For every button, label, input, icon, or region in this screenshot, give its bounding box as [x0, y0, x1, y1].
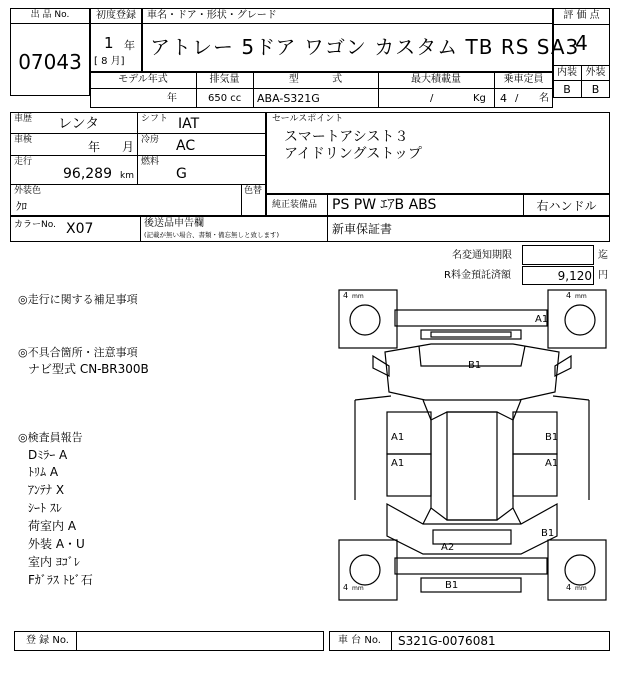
color-no-value: X07	[66, 221, 94, 237]
history-label: 車歴	[14, 114, 33, 124]
inspector-line-2: ﾄﾘﾑ A	[28, 465, 59, 479]
exterior-label: 外装	[585, 67, 606, 78]
name-change-box	[522, 245, 594, 265]
model-year-suffix: 年	[167, 93, 177, 104]
name-change-label: 名変通知期限	[452, 250, 512, 261]
interior-label: 内装	[557, 67, 577, 78]
mark-rear-bumper: B1	[445, 580, 459, 591]
mark-rear-panel: A2	[441, 542, 455, 553]
car-name: アトレー 5ドア ワゴン カスタム TB RS SA3	[150, 35, 580, 59]
recycle-unit: 円	[598, 270, 608, 281]
max-load-unit: Kg	[473, 93, 486, 104]
defects-line-1: ナビ型式 CN-BR300B	[28, 362, 149, 376]
car-name-label: 車名・ドア・形状・グレード	[147, 10, 277, 21]
tire-label-fr: 4	[566, 291, 572, 300]
ac-value: AC	[176, 138, 196, 154]
capacity-label: 乗車定員	[503, 74, 544, 85]
tire-unit-rl: mm	[352, 585, 364, 592]
inspector-line-1: Dﾐﾗｰ A	[28, 448, 68, 462]
mileage-value: 96,289	[63, 166, 112, 182]
max-load-label: 最大積載量	[411, 74, 461, 85]
mileage-unit: km	[120, 171, 134, 181]
defects-header: ◎不具合箇所・注意事項	[18, 346, 138, 359]
score: 4	[575, 31, 588, 55]
mark-rear-quarter: B1	[541, 528, 555, 539]
tire-unit-fr: mm	[575, 293, 587, 300]
type-label: 型 式	[288, 74, 343, 85]
inspector-line-6: 外装 A・U	[28, 537, 85, 551]
sales-points-label: セールスポイント	[272, 114, 344, 124]
shift-value: IAT	[178, 116, 200, 132]
mark-right-rear-door: A1	[545, 458, 559, 469]
mark-left-rear-door: A1	[391, 458, 405, 469]
equipment-label: 純正装備品	[272, 200, 318, 210]
details-box	[10, 112, 266, 216]
first-reg-year-suffix: 年	[124, 39, 135, 52]
fuel-label: 燃料	[141, 157, 160, 167]
sales-point-line-1: スマートアシスト３	[284, 129, 409, 145]
displacement-label: 排気量	[209, 74, 240, 85]
reg-no-label: 登 録 No.	[26, 635, 69, 646]
mark-hood: B1	[468, 360, 482, 371]
mark-left-front-door: A1	[391, 432, 405, 443]
displacement: 650 cc	[208, 93, 242, 104]
sales-point-line-2: アイドリングストップ	[284, 146, 422, 162]
inspector-line-4: ｼｰﾄ ｽﾚ	[28, 501, 62, 515]
inspector-line-5: 荷室内 A	[28, 519, 77, 533]
after-report-label: 後送品申告欄	[144, 218, 204, 229]
equipment-value: PS PW ｴｱB ABS	[332, 197, 437, 213]
capacity-value: 4	[500, 92, 507, 105]
lot-no: 07043	[18, 50, 82, 74]
color-change-label: 色替	[244, 186, 263, 196]
name-change-suffix: 迄	[598, 250, 608, 261]
mark-roof-front: A1	[535, 314, 549, 325]
first-reg-year: 1	[104, 34, 114, 52]
color-label: 外装色	[14, 186, 42, 196]
tire-unit-rr: mm	[575, 585, 587, 592]
capacity-slash: /	[515, 93, 519, 104]
first-reg-label: 初度登録	[96, 10, 136, 21]
tire-unit-fl: mm	[352, 293, 364, 300]
model-year-label: モデル年式	[118, 74, 168, 85]
capacity-unit: 名	[539, 93, 549, 104]
inspection-month: 月	[122, 140, 135, 154]
lot-no-label: 出 品 No.	[30, 10, 70, 20]
color-value: ｸﾛ	[16, 200, 27, 213]
chassis-label: 車 台 No.	[338, 635, 381, 646]
inspector-header: ◎検査員報告	[18, 431, 83, 444]
recycle-value: 9,120	[557, 269, 592, 283]
driving-header: ◎走行に関する補足事項	[18, 293, 138, 306]
chassis-value: S321G-0076081	[398, 634, 496, 648]
first-reg-month: [ 8 月]	[94, 56, 125, 67]
tire-label-fl: 4	[343, 291, 349, 300]
mark-right-front-door: B1	[545, 432, 559, 443]
after-report-note: (記載が無い場合、書類・備忘無しと致します)	[144, 231, 280, 239]
score-label: 評 価 点	[563, 10, 600, 21]
type-value: ABA-S321G	[257, 92, 320, 105]
warranty-value: 新車保証書	[332, 222, 393, 236]
handle-value: 右ハンドル	[536, 199, 597, 213]
recycle-label: R料金預託済額	[444, 270, 511, 281]
shift-label: シフト	[141, 114, 169, 124]
color-no-label: カラーNo.	[14, 220, 56, 230]
ac-label: 冷房	[141, 135, 160, 145]
color-no-row	[10, 216, 610, 242]
max-load-slash: /	[430, 93, 434, 104]
inspection-label: 車検	[14, 135, 33, 145]
interior-grade: B	[563, 83, 571, 96]
fuel-value: G	[176, 166, 187, 182]
mileage-label: 走行	[14, 157, 33, 167]
tire-label-rr: 4	[566, 583, 572, 592]
history-value: レンタ	[58, 116, 100, 132]
exterior-grade: B	[591, 83, 600, 96]
inspector-line-7: 室内 ﾖｺﾞﾚ	[28, 555, 80, 569]
tire-label-rl: 4	[343, 583, 349, 592]
inspector-line-8: Fｶﾞﾗｽ ﾄﾋﾞ石	[28, 573, 93, 587]
inspection-year: 年	[88, 140, 101, 154]
car-diagram	[337, 288, 607, 608]
inspector-line-3: ｱﾝﾃﾅ X	[28, 483, 65, 497]
